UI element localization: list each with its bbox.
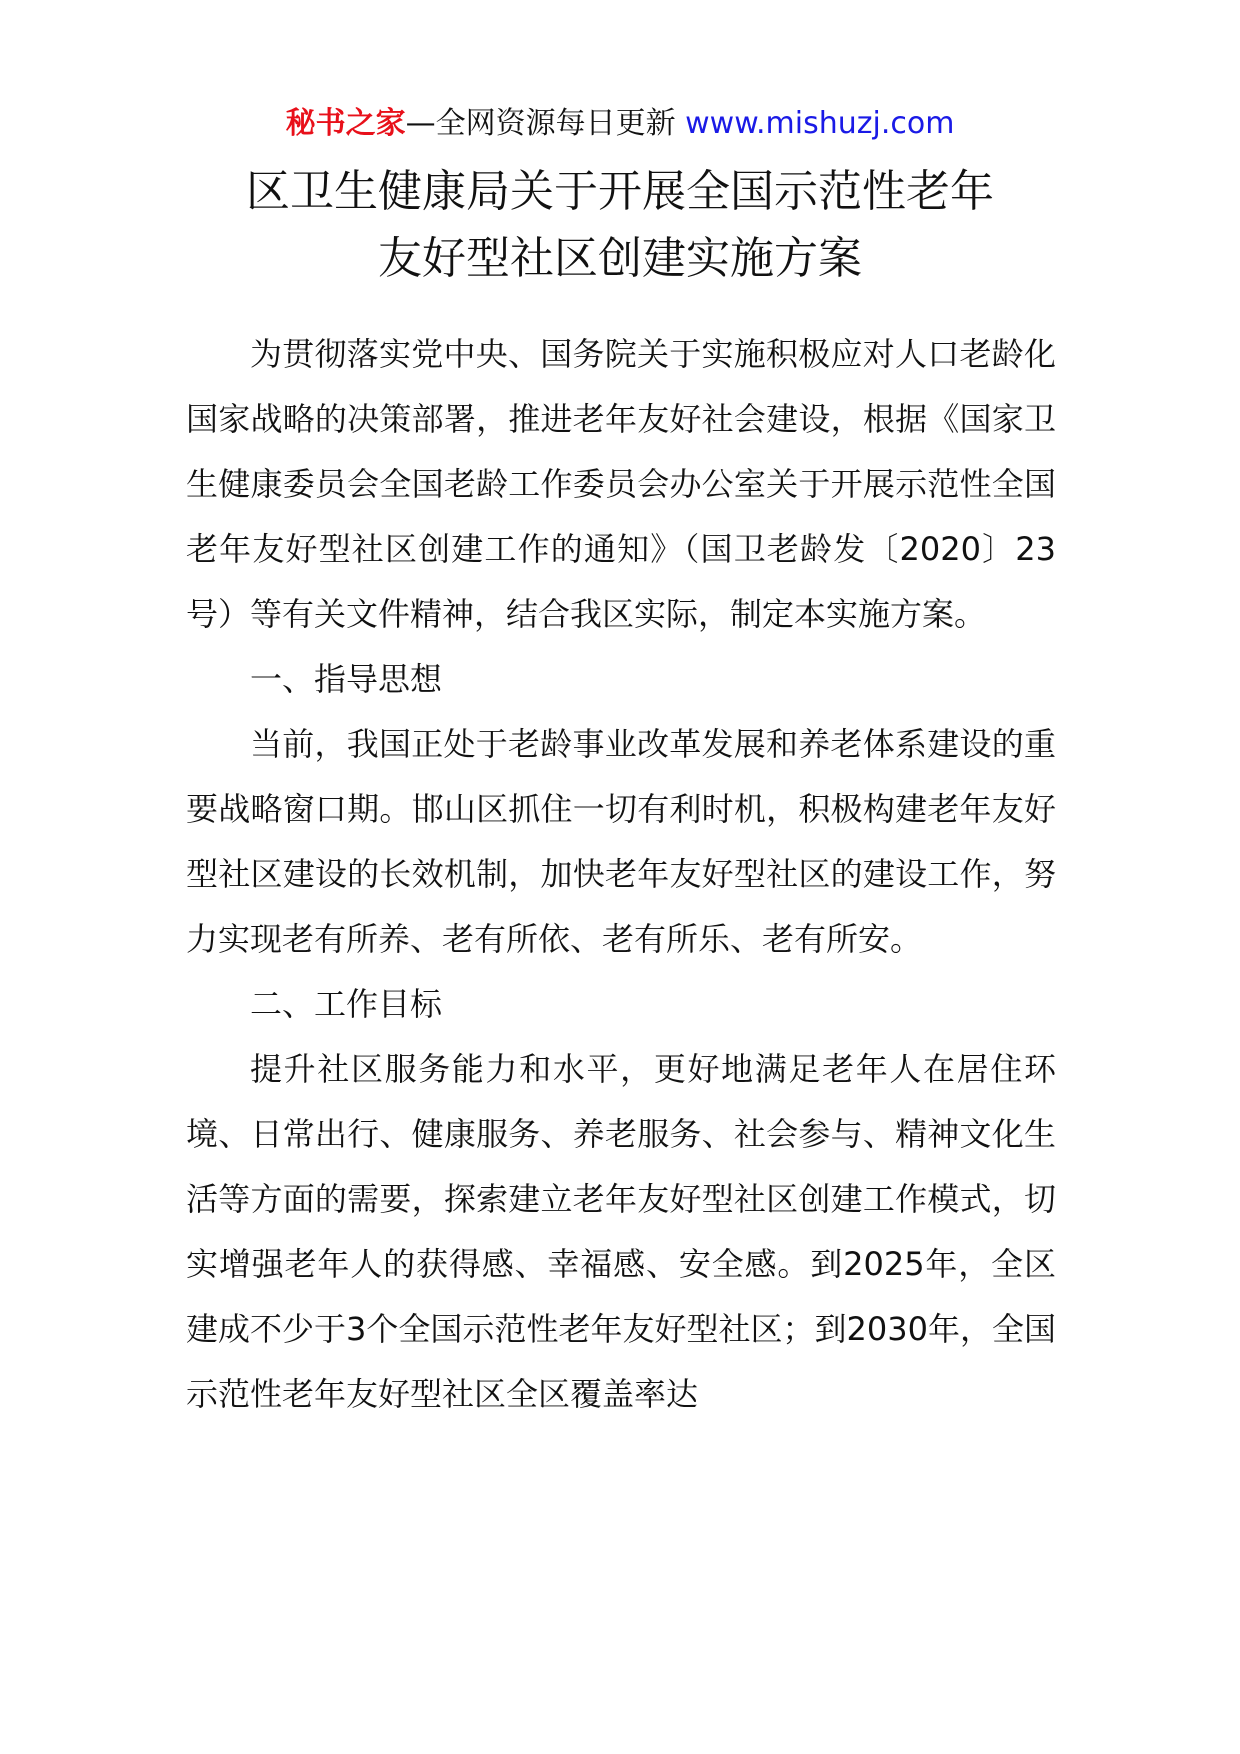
document-title-line-1: 区卫生健康局关于开展全国示范性老年: [246, 166, 994, 217]
header-tagline: —全网资源每日更新: [405, 106, 686, 141]
section-heading-work-goals: 二、工作目标: [250, 985, 443, 1023]
document-body: [186, 322, 1056, 1427]
document-title-line-2: 友好型社区创建实施方案: [378, 233, 862, 284]
site-header: [0, 104, 1240, 144]
section-paragraph-guiding-ideology: 当前，我国正处于老龄事业改革发展和养老体系建设的重要战略窗口期。邯山区抓住一切有利时机，积极构建老年友好型社区建设的长效机制，加快老年友好型社区的建设工作，努力实现老有所养、老有所依、老有所乐、老有所安。: [186, 725, 1056, 958]
site-link[interactable]: www.mishuzj.com: [685, 106, 955, 141]
section-paragraph-work-goals: 提升社区服务能力和水平，更好地满足老年人在居住环境、日常出行、健康服务、养老服务、社会参与、精神文化生活等方面的需要，探索建立老年友好型社区创建工作模式，切实增强老年人的获得感、幸福感、安全感。到2025年，全区建成不少于3个全国示范性老年友好型社区；到2030年，全国示范性老年友好型社区全区覆盖率达: [186, 1050, 1056, 1413]
intro-paragraph: 为贯彻落实党中央、国务院关于实施积极应对人口老龄化国家战略的决策部署，推进老年友好社会建设，根据《国家卫生健康委员会全国老龄工作委员会办公室关于开展示范性全国老年友好型社区创建工作的通知》（国卫老龄发〔2020〕23号）等有关文件精神，结合我区实际，制定本实施方案。: [186, 335, 1056, 633]
brand-name: 秘书之家: [285, 106, 406, 141]
section-heading-guiding-ideology: 一、指导思想: [250, 660, 443, 698]
